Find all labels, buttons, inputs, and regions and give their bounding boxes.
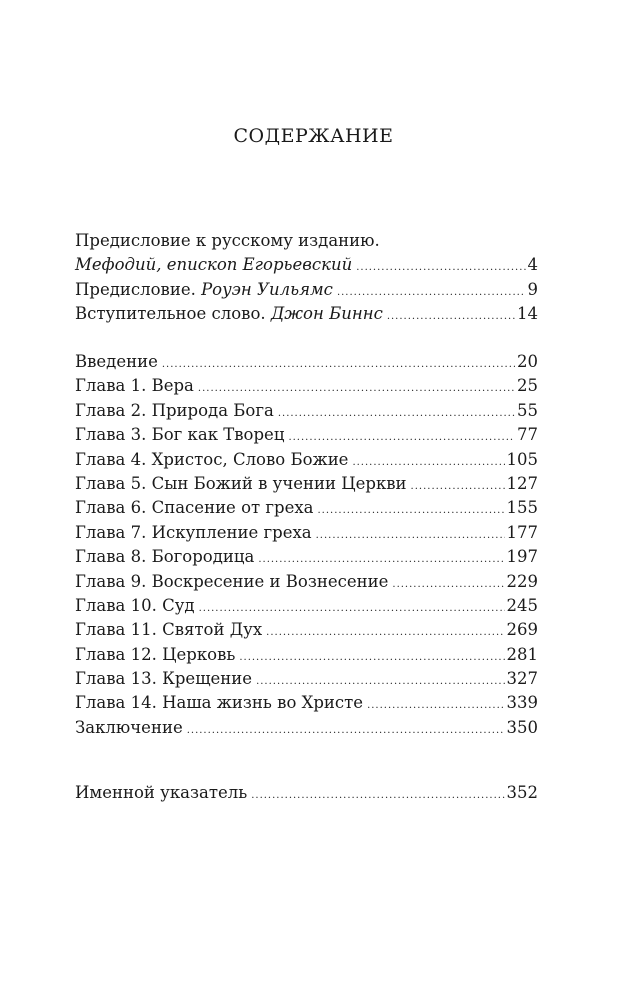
toc-entry-label: Именной указатель [75,783,248,802]
toc-page-number: 155 [506,498,538,518]
toc-entry-label: Глава 10. Суд [75,595,195,615]
toc-entry-author: Джон Биннс [270,304,383,324]
toc-entry-label: Глава 12. Церковь [75,644,236,664]
toc-entry-label: Вступительное слово. Джон Биннс [75,304,383,324]
toc-entry-chapter[interactable] [75,572,538,596]
dot-leader [288,432,515,443]
toc-entry-label: Глава 3. Бог как Творец [75,425,285,445]
toc-entry-chapter[interactable] [75,693,538,717]
dot-leader [239,652,504,663]
toc-entry-chapter[interactable] [75,474,538,498]
dot-leader [352,457,504,468]
toc-entry-chapter[interactable] [75,547,538,571]
toc-entry-preface[interactable] [75,280,538,304]
toc-entry-label: Глава 2. Природа Бога [75,400,274,420]
toc-page-number: 197 [506,547,538,567]
toc-page-number: 14 [517,304,538,324]
dot-leader [392,579,504,590]
toc-entry-label: Глава 11. Святой Дух [75,620,263,640]
toc-page-number: 55 [517,400,538,420]
dot-leader [316,530,505,541]
toc-entry-author: Мефодий, епископ Егорьевский [75,255,353,275]
toc-entry-intro-word[interactable] [75,304,538,328]
toc-entry-chapter[interactable] [75,669,538,693]
dot-leader [356,262,525,273]
toc-page-number: 245 [506,595,538,615]
page-title: СОДЕРЖАНИЕ [233,125,394,147]
toc-page-number: 350 [506,717,538,737]
dot-leader [278,408,515,419]
toc-page-number: 77 [517,425,538,445]
toc-entry-chapter[interactable] [75,596,538,620]
dot-leader [187,725,505,736]
toc-entry-label: Глава 8. Богородица [75,547,255,567]
toc-entry-chapter[interactable] [75,425,538,449]
toc-entry-index[interactable] [75,783,538,807]
dot-leader [367,700,504,711]
toc-page-number: 20 [517,352,538,371]
toc-entry-chapter[interactable] [75,523,538,547]
front-matter-list [75,231,538,329]
toc-page-number: 105 [506,449,538,469]
toc-entry-chapter[interactable] [75,645,538,669]
toc-entry-chapter[interactable] [75,450,538,474]
toc-entry-chapter[interactable] [75,376,538,400]
toc-entry-label: Предисловие. Роуэн Уильямс [75,279,333,299]
dot-leader [387,311,515,322]
dot-leader [318,505,505,516]
dot-leader [251,790,504,801]
toc-entry-label: Глава 1. Вера [75,376,194,396]
toc-page-number: 9 [527,279,538,299]
toc-entry-author: Роуэн Уильямс [201,279,333,299]
dot-leader [258,554,504,565]
toc-entry-label: Глава 7. Искупление греха [75,522,312,542]
toc-page-number: 352 [506,783,538,802]
toc-page-number: 127 [506,473,538,493]
dot-leader [411,481,505,492]
index-list [75,783,538,807]
toc-entry-preface-ru[interactable] [75,255,538,279]
toc-page-number: 281 [506,644,538,664]
dot-leader [266,627,504,638]
toc-entry-label: Глава 5. Сын Божий в учении Церкви [75,473,407,493]
dot-leader [162,359,515,370]
dot-leader [199,603,505,614]
toc-entry-chapter[interactable] [75,498,538,522]
toc-page-number: 327 [506,669,538,689]
toc-entry-label: Глава 6. Спасение от греха [75,498,314,518]
toc-entry-chapter[interactable] [75,352,538,376]
toc-page-number: 269 [506,620,538,640]
dot-leader [198,383,515,394]
toc-entry-chapter[interactable] [75,401,538,425]
toc-entry-label: Глава 14. Наша жизнь во Христе [75,693,364,713]
toc-page-number: 177 [506,522,538,542]
toc-entry-label: Введение [75,352,158,371]
toc-entry-preface-ru-heading: Предисловие к русскому изданию. [75,231,380,250]
toc-page-number: 4 [527,255,538,275]
dot-leader [337,287,526,298]
toc-page-number: 25 [517,376,538,396]
toc-entry-chapter[interactable] [75,718,538,742]
dot-leader [256,676,504,687]
toc-entry-label: Глава 4. Христос, Слово Божие [75,449,349,469]
toc-entry-chapter[interactable] [75,620,538,644]
toc-page-number: 229 [506,571,538,591]
chapter-list [75,352,538,742]
toc-entry-label: Глава 13. Крещение [75,669,253,689]
toc-entry-label: Заключение [75,717,183,737]
toc-entry-label: Глава 9. Воскресение и Вознесение [75,571,389,591]
toc-page-number: 339 [506,693,538,713]
